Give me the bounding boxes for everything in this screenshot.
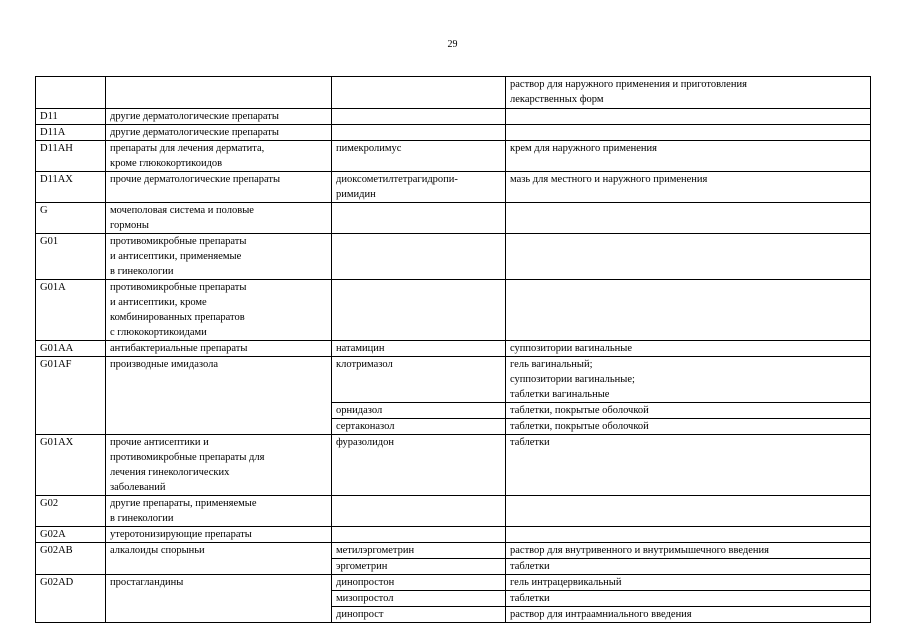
drug-name-cell: сертаконазол — [332, 419, 506, 435]
table-row — [36, 234, 871, 280]
dosage-form-cell: таблетки — [506, 559, 871, 575]
group-name-cell: антибактериальные препараты — [106, 341, 332, 357]
atc-code-cell: G01AA — [36, 341, 106, 357]
group-name-cell: прочие дерматологические препараты — [106, 172, 332, 203]
drug-name-cell: фуразолидон — [332, 435, 506, 496]
atc-code-cell: D11AH — [36, 141, 106, 172]
atc-code-cell: G01AX — [36, 435, 106, 496]
table-body — [36, 77, 871, 623]
drug-name-cell — [332, 203, 506, 234]
atc-code-cell: G02AB — [36, 543, 106, 575]
drug-name-cell — [332, 77, 506, 109]
drug-name-cell: динопрост — [332, 607, 506, 623]
page-number: 29 — [447, 39, 458, 50]
table-row — [36, 280, 871, 341]
dosage-form-cell — [506, 527, 871, 543]
atc-code-cell: D11AX — [36, 172, 106, 203]
group-name-cell: производные имидазола — [106, 357, 332, 435]
table-row — [36, 527, 871, 543]
drug-name-cell: клотримазол — [332, 357, 506, 403]
group-name-cell: утеротонизирующие препараты — [106, 527, 332, 543]
dosage-form-cell — [506, 496, 871, 527]
table-row — [36, 341, 871, 357]
drug-classification-table — [35, 76, 871, 623]
dosage-form-cell: таблетки — [506, 435, 871, 496]
drug-name-cell — [332, 234, 506, 280]
drug-name-cell: диоксометилтетрагидропи- римидин — [332, 172, 506, 203]
drug-name-cell — [332, 109, 506, 125]
table-row — [36, 125, 871, 141]
atc-code-cell: G02 — [36, 496, 106, 527]
table-row — [36, 172, 871, 203]
group-name-cell: мочеполовая система и половые гормоны — [106, 203, 332, 234]
group-name-cell: другие препараты, применяемые в гинекологии — [106, 496, 332, 527]
dosage-form-cell: крем для наружного применения — [506, 141, 871, 172]
group-name-cell: алкалоиды спорыньи — [106, 543, 332, 575]
group-name-cell: другие дерматологические препараты — [106, 125, 332, 141]
group-name-cell: противомикробные препараты и антисептики, кроме комбинированных препаратов с глюкокортикоидами — [106, 280, 332, 341]
atc-code-cell: G — [36, 203, 106, 234]
dosage-form-cell — [506, 234, 871, 280]
drug-name-cell: эргометрин — [332, 559, 506, 575]
atc-code-cell: G02AD — [36, 575, 106, 623]
table-row — [36, 141, 871, 172]
group-name-cell: другие дерматологические препараты — [106, 109, 332, 125]
atc-code-cell: G01A — [36, 280, 106, 341]
drug-name-cell — [332, 496, 506, 527]
table-row — [36, 109, 871, 125]
drug-name-cell — [332, 280, 506, 341]
dosage-form-cell: гель вагинальный; суппозитории вагинальные; таблетки вагинальные — [506, 357, 871, 403]
atc-code-cell: G01 — [36, 234, 106, 280]
drug-name-cell: динопростон — [332, 575, 506, 591]
dosage-form-cell: гель интрацервикальный — [506, 575, 871, 591]
group-name-cell: прочие антисептики и противомикробные препараты для лечения гинекологических заболеваний — [106, 435, 332, 496]
group-name-cell: простагландины — [106, 575, 332, 623]
group-name-cell: противомикробные препараты и антисептики, применяемые в гинекологии — [106, 234, 332, 280]
dosage-form-cell: таблетки — [506, 591, 871, 607]
group-name-cell: препараты для лечения дерматита, кроме глюкокортикоидов — [106, 141, 332, 172]
table-row — [36, 435, 871, 496]
dosage-form-cell: раствор для наружного применения и приготовления лекарственных форм — [506, 77, 871, 109]
atc-code-cell — [36, 77, 106, 109]
atc-code-cell: D11 — [36, 109, 106, 125]
dosage-form-cell: таблетки, покрытые оболочкой — [506, 403, 871, 419]
dosage-form-cell — [506, 109, 871, 125]
dosage-form-cell: раствор для интраамниального введения — [506, 607, 871, 623]
dosage-form-cell — [506, 125, 871, 141]
atc-code-cell: G01AF — [36, 357, 106, 435]
atc-code-cell: G02A — [36, 527, 106, 543]
dosage-form-cell — [506, 280, 871, 341]
drug-name-cell — [332, 125, 506, 141]
dosage-form-cell: раствор для внутривенного и внутримышечного введения — [506, 543, 871, 559]
table-row — [36, 543, 871, 559]
table-row — [36, 77, 871, 109]
dosage-form-cell — [506, 203, 871, 234]
drug-name-cell: пимекролимус — [332, 141, 506, 172]
dosage-form-cell: суппозитории вагинальные — [506, 341, 871, 357]
group-name-cell — [106, 77, 332, 109]
dosage-form-cell: мазь для местного и наружного применения — [506, 172, 871, 203]
table-row — [36, 496, 871, 527]
atc-code-cell: D11A — [36, 125, 106, 141]
drug-name-cell: натамицин — [332, 341, 506, 357]
table-row — [36, 203, 871, 234]
drug-name-cell: метилэргометрин — [332, 543, 506, 559]
dosage-form-cell: таблетки, покрытые оболочкой — [506, 419, 871, 435]
drug-name-cell: мизопростол — [332, 591, 506, 607]
drug-name-cell — [332, 527, 506, 543]
table-row — [36, 357, 871, 403]
drug-name-cell: орнидазол — [332, 403, 506, 419]
table-row — [36, 575, 871, 591]
